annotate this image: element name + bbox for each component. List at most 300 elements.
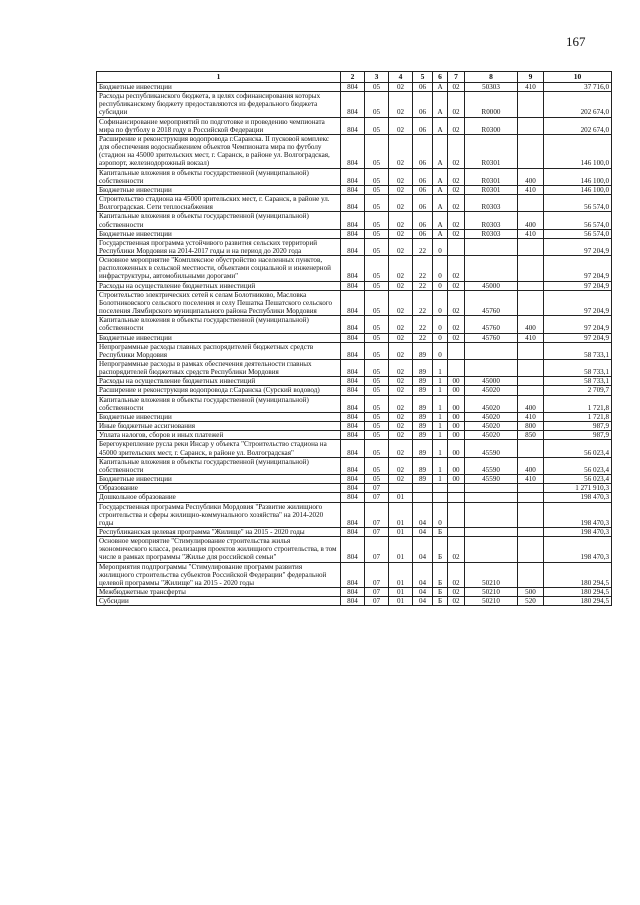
activity-code-cell: 02	[448, 117, 465, 134]
section-code-cell: 07	[365, 588, 389, 597]
program-code-cell: 22	[413, 256, 433, 281]
subsection-code-cell: 02	[389, 440, 413, 457]
section-code-cell: 05	[365, 412, 389, 421]
ministry-code-cell: 804	[341, 457, 365, 474]
subsection-code-cell: 02	[389, 342, 413, 359]
row-name-cell: Расходы на осуществление бюджетных инвестиций	[97, 377, 341, 386]
activity-code-cell: 02	[448, 316, 465, 333]
amount-cell: 2 709,7	[544, 386, 612, 395]
section-code-cell: 07	[365, 502, 389, 527]
subsection-code-cell: 02	[389, 229, 413, 238]
program-code-cell: 04	[413, 502, 433, 527]
subprogram-code-cell: 0	[433, 281, 448, 290]
subprogram-code-cell: А	[433, 92, 448, 117]
row-name-cell: Расходы на осуществление бюджетных инвестиций	[97, 281, 341, 290]
row-name-cell: Бюджетные инвестиции	[97, 185, 341, 194]
subprogram-code-cell: 1	[433, 412, 448, 421]
row-name-cell: Дошкольное образование	[97, 493, 341, 502]
program-code-cell	[413, 484, 433, 493]
expense-type-cell	[518, 386, 544, 395]
program-code-cell: 89	[413, 475, 433, 484]
row-name-cell: Строительство стадиона на 45000 зрительских мест, г. Саранск, в районе ул. Волгоградская. Сети теплоснабжения	[97, 195, 341, 212]
direction-code-cell: 45760	[465, 290, 518, 315]
amount-cell: 97 204,9	[544, 316, 612, 333]
amount-cell: 1 721,8	[544, 395, 612, 412]
direction-code-cell	[465, 342, 518, 359]
expense-type-cell	[518, 440, 544, 457]
amount-cell: 202 674,0	[544, 117, 612, 134]
amount-cell: 56 574,0	[544, 195, 612, 212]
subprogram-code-cell: 0	[433, 238, 448, 255]
row-name-cell: Расширение и реконструкция водопровода г.Саранска (Сурский водовод)	[97, 386, 341, 395]
program-code-cell: 06	[413, 117, 433, 134]
amount-cell: 146 100,0	[544, 185, 612, 194]
table-row	[97, 290, 612, 315]
section-code-cell: 05	[365, 168, 389, 185]
subprogram-code-cell: 1	[433, 395, 448, 412]
amount-cell: 987,9	[544, 431, 612, 440]
table-row	[97, 502, 612, 527]
amount-cell: 198 470,3	[544, 493, 612, 502]
activity-code-cell	[448, 238, 465, 255]
ministry-code-cell: 804	[341, 290, 365, 315]
direction-code-cell	[465, 493, 518, 502]
row-name-cell: Бюджетные инвестиции	[97, 229, 341, 238]
ministry-code-cell: 804	[341, 92, 365, 117]
row-name-cell: Республиканская целевая программа "Жилище" на 2015 - 2020 годы	[97, 527, 341, 536]
table-row	[97, 527, 612, 536]
subsection-code-cell: 02	[389, 185, 413, 194]
amount-cell: 97 204,9	[544, 333, 612, 342]
ministry-code-cell: 804	[341, 440, 365, 457]
ministry-code-cell: 804	[341, 168, 365, 185]
activity-code-cell	[448, 502, 465, 527]
program-code-cell: 04	[413, 537, 433, 562]
amount-cell: 202 674,0	[544, 92, 612, 117]
subsection-code-cell: 02	[389, 422, 413, 431]
table-row	[97, 440, 612, 457]
table-body	[97, 83, 612, 606]
row-name-cell: Расширение и реконструкция водопровода г.Саранска. II пусковой комплекс для обеспечения водоснабжением объектов Чемпионата мира по футболу (стадион на 45000 зрительских мест, г. Саранск, в районе ул. Волгоградская, аэропорт, железнодорожный вокзал)	[97, 134, 341, 168]
subprogram-code-cell: 0	[433, 256, 448, 281]
table-row	[97, 281, 612, 290]
subsection-code-cell: 02	[389, 212, 413, 229]
program-code-cell: 22	[413, 238, 433, 255]
program-code-cell: 89	[413, 395, 433, 412]
table-row	[97, 395, 612, 412]
subsection-code-cell: 02	[389, 316, 413, 333]
direction-code-cell: R0303	[465, 229, 518, 238]
subprogram-code-cell: 0	[433, 502, 448, 527]
direction-code-cell: R0303	[465, 195, 518, 212]
direction-code-cell: 45020	[465, 395, 518, 412]
subsection-code-cell: 02	[389, 134, 413, 168]
direction-code-cell: R0301	[465, 168, 518, 185]
section-code-cell: 05	[365, 360, 389, 377]
direction-code-cell	[465, 537, 518, 562]
direction-code-cell	[465, 238, 518, 255]
amount-cell: 58 733,1	[544, 360, 612, 377]
program-code-cell	[413, 493, 433, 502]
expense-type-cell	[518, 195, 544, 212]
subsection-code-cell: 01	[389, 597, 413, 606]
subprogram-code-cell: 1	[433, 457, 448, 474]
subsection-code-cell: 02	[389, 168, 413, 185]
ministry-code-cell: 804	[341, 484, 365, 493]
direction-code-cell: 45760	[465, 316, 518, 333]
expense-type-cell	[518, 493, 544, 502]
amount-cell: 180 294,5	[544, 597, 612, 606]
row-name-cell: Государственная программа устойчивого развития сельских территорий Республики Мордовия на 2014-2017 годы и на период до 2020 года	[97, 238, 341, 255]
program-code-cell: 04	[413, 527, 433, 536]
table-row	[97, 493, 612, 502]
subprogram-code-cell: 1	[433, 386, 448, 395]
subprogram-code-cell: 0	[433, 290, 448, 315]
ministry-code-cell: 804	[341, 342, 365, 359]
amount-cell: 198 470,3	[544, 502, 612, 527]
subprogram-code-cell	[433, 493, 448, 502]
column-header: 8	[465, 72, 518, 83]
ministry-code-cell: 804	[341, 502, 365, 527]
expense-type-cell: 400	[518, 316, 544, 333]
activity-code-cell: 02	[448, 281, 465, 290]
section-code-cell: 05	[365, 117, 389, 134]
activity-code-cell: 00	[448, 386, 465, 395]
ministry-code-cell: 804	[341, 238, 365, 255]
direction-code-cell: 45590	[465, 475, 518, 484]
amount-cell: 56 023,4	[544, 457, 612, 474]
expense-type-cell	[518, 256, 544, 281]
subprogram-code-cell: А	[433, 212, 448, 229]
ministry-code-cell: 804	[341, 475, 365, 484]
program-code-cell: 06	[413, 185, 433, 194]
row-name-cell: Государственная программа Республики Мордовия "Развитие жилищного строительства и сферы жилищно-коммунального хозяйства" на 2014-2020 годы	[97, 502, 341, 527]
program-code-cell: 22	[413, 281, 433, 290]
expense-type-cell: 400	[518, 457, 544, 474]
expense-type-cell: 410	[518, 333, 544, 342]
row-name-cell: Мероприятия подпрограммы "Стимулирование программ развития жилищного строительства субъектов Российской Федерации" федеральной целевой программы "Жилище" на 2015 - 2020 годы	[97, 562, 341, 587]
subprogram-code-cell: 0	[433, 333, 448, 342]
program-code-cell: 89	[413, 377, 433, 386]
expense-type-cell: 500	[518, 588, 544, 597]
program-code-cell: 89	[413, 342, 433, 359]
activity-code-cell: 02	[448, 92, 465, 117]
activity-code-cell	[448, 527, 465, 536]
section-code-cell: 07	[365, 527, 389, 536]
subprogram-code-cell: Б	[433, 597, 448, 606]
ministry-code-cell: 804	[341, 562, 365, 587]
section-code-cell: 05	[365, 431, 389, 440]
expense-type-cell	[518, 281, 544, 290]
activity-code-cell: 02	[448, 229, 465, 238]
subsection-code-cell: 02	[389, 117, 413, 134]
table-row	[97, 412, 612, 421]
subsection-code-cell: 02	[389, 256, 413, 281]
program-code-cell: 06	[413, 134, 433, 168]
table-row	[97, 360, 612, 377]
table-row	[97, 457, 612, 474]
activity-code-cell: 00	[448, 422, 465, 431]
amount-cell: 146 100,0	[544, 168, 612, 185]
section-code-cell: 05	[365, 457, 389, 474]
column-header: 7	[448, 72, 465, 83]
subprogram-code-cell: 1	[433, 440, 448, 457]
subsection-code-cell: 01	[389, 527, 413, 536]
activity-code-cell: 02	[448, 83, 465, 92]
ministry-code-cell: 804	[341, 422, 365, 431]
ministry-code-cell: 804	[341, 256, 365, 281]
ministry-code-cell: 804	[341, 386, 365, 395]
activity-code-cell: 02	[448, 168, 465, 185]
direction-code-cell: 45020	[465, 386, 518, 395]
table-row	[97, 422, 612, 431]
ministry-code-cell: 804	[341, 333, 365, 342]
expense-type-cell	[518, 92, 544, 117]
row-name-cell: Расходы республиканского бюджета, в целях софинансирования которых республиканскому бюджету предоставляются из федерального бюджета субсидии	[97, 92, 341, 117]
program-code-cell: 89	[413, 360, 433, 377]
table-row	[97, 431, 612, 440]
program-code-cell: 89	[413, 440, 433, 457]
ministry-code-cell: 804	[341, 431, 365, 440]
amount-cell: 180 294,5	[544, 562, 612, 587]
subsection-code-cell: 02	[389, 290, 413, 315]
subprogram-code-cell: А	[433, 168, 448, 185]
activity-code-cell	[448, 342, 465, 359]
subprogram-code-cell: А	[433, 185, 448, 194]
table-row	[97, 342, 612, 359]
activity-code-cell: 02	[448, 195, 465, 212]
section-code-cell: 05	[365, 475, 389, 484]
expense-type-cell	[518, 484, 544, 493]
section-code-cell: 05	[365, 281, 389, 290]
program-code-cell: 04	[413, 562, 433, 587]
table-row	[97, 212, 612, 229]
direction-code-cell: 45020	[465, 422, 518, 431]
expense-type-cell	[518, 562, 544, 587]
program-code-cell: 06	[413, 92, 433, 117]
direction-code-cell: 45760	[465, 333, 518, 342]
row-name-cell: Капитальные вложения в объекты государственной (муниципальной) собственности	[97, 168, 341, 185]
expense-type-cell: 400	[518, 212, 544, 229]
direction-code-cell: R0000	[465, 92, 518, 117]
direction-code-cell: R0301	[465, 134, 518, 168]
subprogram-code-cell: А	[433, 229, 448, 238]
ministry-code-cell: 804	[341, 195, 365, 212]
expense-type-cell	[518, 537, 544, 562]
activity-code-cell: 02	[448, 212, 465, 229]
budget-table	[96, 71, 612, 606]
subsection-code-cell: 02	[389, 457, 413, 474]
section-code-cell: 05	[365, 256, 389, 281]
activity-code-cell: 00	[448, 377, 465, 386]
direction-code-cell	[465, 484, 518, 493]
amount-cell: 987,9	[544, 422, 612, 431]
expense-type-cell	[518, 502, 544, 527]
ministry-code-cell: 804	[341, 212, 365, 229]
column-header: 1	[97, 72, 341, 83]
subprogram-code-cell: Б	[433, 527, 448, 536]
expense-type-cell: 850	[518, 431, 544, 440]
column-header: 9	[518, 72, 544, 83]
amount-cell: 97 204,9	[544, 281, 612, 290]
expense-type-cell: 410	[518, 83, 544, 92]
expense-type-cell: 800	[518, 422, 544, 431]
subprogram-code-cell: Б	[433, 537, 448, 562]
table-row	[97, 537, 612, 562]
table-row	[97, 333, 612, 342]
program-code-cell: 06	[413, 195, 433, 212]
section-code-cell: 05	[365, 316, 389, 333]
ministry-code-cell: 804	[341, 377, 365, 386]
subprogram-code-cell: А	[433, 117, 448, 134]
subsection-code-cell: 02	[389, 195, 413, 212]
expense-type-cell: 410	[518, 185, 544, 194]
ministry-code-cell: 804	[341, 412, 365, 421]
activity-code-cell	[448, 493, 465, 502]
table-row	[97, 238, 612, 255]
column-header: 5	[413, 72, 433, 83]
table-row	[97, 92, 612, 117]
section-code-cell: 05	[365, 83, 389, 92]
activity-code-cell: 02	[448, 562, 465, 587]
direction-code-cell: R0301	[465, 185, 518, 194]
subsection-code-cell: 01	[389, 588, 413, 597]
section-code-cell: 05	[365, 422, 389, 431]
amount-cell: 37 716,0	[544, 83, 612, 92]
expense-type-cell	[518, 238, 544, 255]
section-code-cell: 05	[365, 395, 389, 412]
subsection-code-cell	[389, 484, 413, 493]
row-name-cell: Непрограммные расходы главных распорядителей бюджетных средств Республики Мордовия	[97, 342, 341, 359]
direction-code-cell: 45000	[465, 377, 518, 386]
activity-code-cell: 00	[448, 395, 465, 412]
amount-cell: 56 023,4	[544, 475, 612, 484]
program-code-cell: 06	[413, 229, 433, 238]
program-code-cell: 04	[413, 597, 433, 606]
direction-code-cell	[465, 527, 518, 536]
direction-code-cell: 45590	[465, 457, 518, 474]
section-code-cell: 05	[365, 92, 389, 117]
row-name-cell: Образование	[97, 484, 341, 493]
row-name-cell: Субсидии	[97, 597, 341, 606]
subsection-code-cell: 01	[389, 537, 413, 562]
section-code-cell: 05	[365, 440, 389, 457]
amount-cell: 58 733,1	[544, 377, 612, 386]
ministry-code-cell: 804	[341, 185, 365, 194]
expense-type-cell	[518, 134, 544, 168]
row-name-cell: Бюджетные инвестиции	[97, 475, 341, 484]
direction-code-cell: 45020	[465, 431, 518, 440]
subprogram-code-cell: 1	[433, 360, 448, 377]
amount-cell: 97 204,9	[544, 290, 612, 315]
table-row	[97, 377, 612, 386]
direction-code-cell: R0300	[465, 117, 518, 134]
expense-type-cell	[518, 377, 544, 386]
ministry-code-cell: 804	[341, 588, 365, 597]
program-code-cell: 22	[413, 290, 433, 315]
direction-code-cell	[465, 256, 518, 281]
expense-type-cell: 410	[518, 475, 544, 484]
section-code-cell: 05	[365, 342, 389, 359]
subprogram-code-cell: 0	[433, 342, 448, 359]
section-code-cell: 05	[365, 229, 389, 238]
subsection-code-cell: 02	[389, 475, 413, 484]
section-code-cell: 05	[365, 333, 389, 342]
row-name-cell: Софинансирование мероприятий по подготовке и проведению чемпионата мира по футболу в 2018 году в Российской Федерации	[97, 117, 341, 134]
subsection-code-cell: 01	[389, 502, 413, 527]
ministry-code-cell: 804	[341, 597, 365, 606]
column-header: 3	[365, 72, 389, 83]
program-code-cell: 89	[413, 386, 433, 395]
row-name-cell: Непрограммные расходы в рамках обеспечения деятельности главных распорядителей бюджетных средств Республики Мордовия	[97, 360, 341, 377]
program-code-cell: 22	[413, 316, 433, 333]
direction-code-cell: 45000	[465, 281, 518, 290]
table-row	[97, 588, 612, 597]
expense-type-cell	[518, 117, 544, 134]
ministry-code-cell: 804	[341, 395, 365, 412]
column-header: 6	[433, 72, 448, 83]
program-code-cell: 06	[413, 212, 433, 229]
activity-code-cell: 02	[448, 134, 465, 168]
subsection-code-cell: 02	[389, 395, 413, 412]
table-row	[97, 117, 612, 134]
subprogram-code-cell: Б	[433, 588, 448, 597]
section-code-cell: 07	[365, 493, 389, 502]
ministry-code-cell: 804	[341, 527, 365, 536]
subsection-code-cell: 02	[389, 377, 413, 386]
direction-code-cell	[465, 502, 518, 527]
table-row	[97, 475, 612, 484]
column-header: 2	[341, 72, 365, 83]
subsection-code-cell: 02	[389, 238, 413, 255]
ministry-code-cell: 804	[341, 316, 365, 333]
activity-code-cell: 00	[448, 457, 465, 474]
row-name-cell: Основное мероприятие "Стимулирование строительства жилья экономического класса, реализация проектов жилищного строительства, в том числе в рамках программы "Жилье для российской семьи"	[97, 537, 341, 562]
direction-code-cell: 50210	[465, 597, 518, 606]
table-row	[97, 229, 612, 238]
amount-cell: 56 574,0	[544, 212, 612, 229]
row-name-cell: Основное мероприятие "Комплексное обустройство населенных пунктов, расположенных в сельской местности, объектами социальной и инженерной инфраструктуры, автомобильными дорогами"	[97, 256, 341, 281]
ministry-code-cell: 804	[341, 360, 365, 377]
column-header: 10	[544, 72, 612, 83]
section-code-cell: 05	[365, 386, 389, 395]
activity-code-cell: 00	[448, 412, 465, 421]
table-row	[97, 386, 612, 395]
ministry-code-cell: 804	[341, 537, 365, 562]
table-row	[97, 134, 612, 168]
subprogram-code-cell: А	[433, 134, 448, 168]
section-code-cell: 07	[365, 562, 389, 587]
subprogram-code-cell: 1	[433, 475, 448, 484]
program-code-cell: 22	[413, 333, 433, 342]
amount-cell: 180 294,5	[544, 588, 612, 597]
direction-code-cell: 45590	[465, 440, 518, 457]
section-code-cell: 07	[365, 484, 389, 493]
activity-code-cell: 02	[448, 537, 465, 562]
subprogram-code-cell: 0	[433, 316, 448, 333]
amount-cell: 198 470,3	[544, 537, 612, 562]
activity-code-cell: 00	[448, 431, 465, 440]
ministry-code-cell: 804	[341, 493, 365, 502]
expense-type-cell	[518, 342, 544, 359]
activity-code-cell: 02	[448, 588, 465, 597]
section-code-cell: 05	[365, 195, 389, 212]
section-code-cell: 05	[365, 290, 389, 315]
section-code-cell: 05	[365, 212, 389, 229]
row-name-cell: Иные бюджетные ассигнования	[97, 422, 341, 431]
expense-type-cell	[518, 360, 544, 377]
row-name-cell: Бюджетные инвестиции	[97, 333, 341, 342]
